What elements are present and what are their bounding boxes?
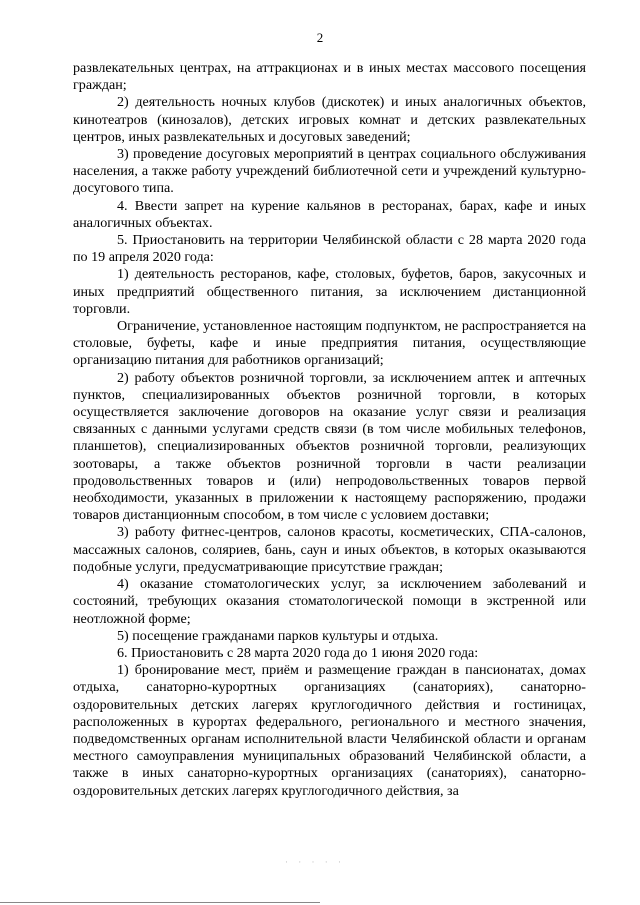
page-number: 2 (316, 30, 324, 45)
paragraph-restriction-note: Ограничение, установленное настоящим подпунктом, не распространяется на столовые, буфеты, кафе и иные предприятия питания, осуществляющие организацию питания для работников организаций; (73, 318, 586, 369)
paragraph-6-item-1: 1) бронирование мест, приём и размещение граждан в пансионатах, домах отдыха, санаторно-курортных организациях (санаториях), санаторно-оздоровительных детских лагерях круглогодичного действия и гостиницах, расположенных в курортах федерального, регионального и местного значения, подведомственных органам исполнительной власти Челябинской области и органам местного самоуправления муниципальных образований Челябинской области, а также в иных санаторно-курортных организациях (санаториях), санаторно-оздоровительных детских лагерях круглогодичного действия, за (73, 662, 586, 799)
paragraph-5-item-2: 2) работу объектов розничной торговли, за исключением аптек и аптечных пунктов, специализированных объектов розничной торговли, в которых осуществляется заключение договоров на оказание услуг связи и реализация связанных с данными услугами средств связи (в том числе мобильных телефонов, планшетов), специализированных объектов розничной торговли, реализующих зоотовары, а также объектов розничной торговли в части реализации продовольственных товаров и (или) непродовольственных товаров первой необходимости, указанных в приложении к настоящему распоряжению, продажи товаров дистанционным способом, в том числе с условием доставки; (73, 369, 586, 524)
scan-edge-line (0, 902, 320, 903)
paragraph-continuation: развлекательных центрах, на аттракционах и в иных местах массового посещения граждан; (73, 60, 586, 94)
scan-artifact: · · · · · (285, 857, 345, 867)
paragraph-point-6: 6. Приостановить с 28 марта 2020 года до 1 июня 2020 года: (117, 644, 479, 661)
paragraph-item-3: 3) проведение досуговых мероприятий в центрах социального обслуживания населения, а также работу учреждений библиотечной сети и учреждений культурно-досугового типа. (73, 146, 586, 197)
paragraph-item-2: 2) деятельность ночных клубов (дискотек) и иных аналогичных объектов, кинотеатров (кинозалов), детских игровых комнат и детских развлекательных центров, иных развлекательных и досуговых заведений; (73, 94, 586, 145)
paragraph-5-item-5: 5) посещение гражданами парков культуры и отдыха. (117, 627, 439, 644)
document-body (73, 60, 586, 800)
paragraph-5-item-4: 4) оказание стоматологических услуг, за исключением заболеваний и состояний, требующих оказания стоматологической помощи в экстренной или неотложной форме; (73, 576, 586, 627)
paragraph-5-item-3: 3) работу фитнес-центров, салонов красоты, косметических, СПА-салонов, массажных салонов, соляриев, бань, саун и иных объектов, в которых оказываются подобные услуги, предусматривающие присутствие граждан; (73, 524, 586, 575)
paragraph-point-5: 5. Приостановить на территории Челябинской области с 28 марта 2020 года по 19 апреля 2020 года: (73, 232, 586, 266)
paragraph-5-item-1: 1) деятельность ресторанов, кафе, столовых, буфетов, баров, закусочных и иных предприятий общественного питания, за исключением дистанционной торговли. (73, 266, 586, 317)
paragraph-point-4: 4. Ввести запрет на курение кальянов в ресторанах, барах, кафе и иных аналогичных объектах. (73, 197, 586, 231)
